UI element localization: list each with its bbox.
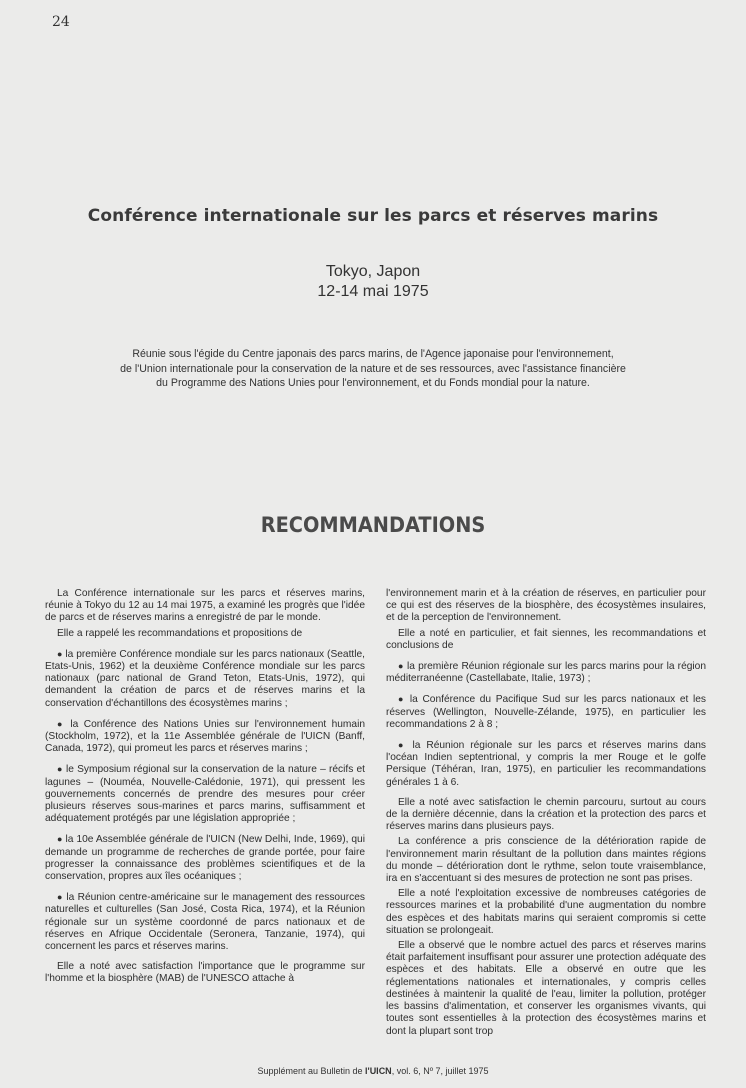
- bullet-icon: ●: [398, 740, 407, 751]
- paragraph-text: la première Conférence mondiale sur les parcs nationaux (Seattle, Etats-Unis, 1962) et la deuxième Conférence mondiale sur les parcs nationaux (parc national de Grand Teton, Etats-Unis, 1972), qui demandent la création de parcs et de réserves marins et la conservation d'échantillons des écosystèmes marins ;: [45, 648, 365, 709]
- paragraph: [386, 888, 706, 937]
- intro-line: de l'Union internationale pour la conservation de la nature et de ses ressources, avec l'assistance financière: [120, 362, 626, 375]
- paragraph: [386, 797, 706, 834]
- footer-org: l'UICN: [365, 1066, 392, 1076]
- paragraph-text: la Réunion régionale sur les parcs et réserves marins dans l'océan Indien septentrional, y compris la mer Rouge et le golfe Persique (Téhéran, Iran, 1975), en particulier les recommandations générales 1 à 6.: [386, 740, 706, 788]
- paragraph-text: Elle a noté l'exploitation excessive de nombreuses catégories de ressources marines et la probabilité d'une augmentation du nombre des espèces et des habitats marins qui seraient compromis si cette situation se prolongeait.: [386, 888, 706, 936]
- paragraph: [45, 628, 365, 640]
- bullet-icon: ●: [398, 661, 404, 672]
- footer-suffix: , vol. 6, Nº 7, juillet 1975: [391, 1066, 489, 1076]
- paragraph-text: Elle a noté avec satisfaction l'importance que le programme sur l'homme et la biosphère (MAB) de l'UNESCO attache à: [45, 961, 365, 985]
- intro-line: du Programme des Nations Unies pour l'environnement, et du Fonds mondial pour la nature.: [156, 377, 590, 389]
- paragraph-text: l'environnement marin et à la création de réserves, en particulier pour ce qui est des réserves de la biosphère, des écosystèmes insulaires, et de la perception de l'environnement.: [386, 588, 706, 624]
- bullet-item: [45, 891, 365, 953]
- bullet-icon: ●: [57, 648, 63, 659]
- sponsorship-intro: [100, 347, 646, 391]
- bullet-item: [45, 763, 365, 825]
- paragraph: [386, 628, 706, 652]
- bullet-item: [386, 739, 706, 789]
- document-title: Conférence internationale sur les parcs et réserves marins: [87, 206, 659, 226]
- section-heading: RECOMMANDATIONS: [260, 513, 486, 537]
- conference-location: Tokyo, Japon: [325, 263, 421, 280]
- bullet-icon: ●: [57, 834, 63, 845]
- bullet-item: [45, 718, 365, 756]
- paragraph-text: La conférence a pris conscience de la détérioration rapide de l'environnement marin résultant de la pollution dans maintes régions du monde – détérioration dont le rythme, selon toute vraisemblance, ira en s'accentuant si des mesures de protection ne sont pas prises.: [386, 836, 706, 885]
- conference-dates: 12-14 mai 1975: [317, 283, 429, 300]
- paragraph-text: la Conférence du Pacifique Sud sur les parcs nationaux et les réserves (Wellington, Nouvelle-Zélande, 1975), en particulier les recommandations 2 à 8 ;: [386, 694, 706, 730]
- page-number: 24: [52, 14, 70, 30]
- conference-location-block: [0, 262, 746, 302]
- paragraph-text: Elle a noté avec satisfaction le chemin parcouru, surtout au cours de la dernière décennie, dans la création et la protection des parcs et réserves marins dans plusieurs pays.: [386, 796, 706, 833]
- paragraph-text: Elle a observé que le nombre actuel des parcs et réserves marins était parfaitement insuffisant pour assurer une protection adéquate des espèces et des habitats. Elle a observé en outre que les réglementations nationales et internationales, y compris celles destinées à maintenir la qualité de l'eau, limiter la pollution, protéger les bassins d'alimentation, et conserver les organismes vivants, qui toutes sont essentielles à la protection des écosystèmes marins et dont la plupart sont trop: [386, 940, 706, 1037]
- paragraph-text: la 10e Assemblée générale de l'UICN (New Delhi, Inde, 1969), qui demande un programme de recherches de grande portée, pour faire progresser la connaissance des problèmes scientifiques et de la conservation, propres aux îles océaniques ;: [45, 834, 365, 883]
- bullet-icon: ●: [57, 892, 63, 903]
- continued-paragraph: [386, 588, 706, 625]
- paragraph-text: Elle a noté en particulier, et fait siennes, les recommandations et conclusions de: [386, 627, 706, 651]
- bullet-icon: ●: [398, 694, 406, 705]
- bullet-icon: ●: [57, 718, 66, 729]
- paragraph-text: La Conférence internationale sur les parcs et réserves marins, réunie à Tokyo du 12 au 14 mai 1975, a examiné les progrès que l'idée de parcs et de réserves marins a enregistré de par le monde.: [45, 588, 365, 624]
- paragraph-text: le Symposium régional sur la conservation de la nature – récifs et lagunes – (Nouméa, Nouvelle-Calédonie, 1971), qui pressent les gouvernements concernés de prendre des mesures pour créer plusieurs réserves sous-marines et parcs marins, suffisamment et adéquatement protégés par une législation appropriée ;: [45, 764, 365, 825]
- bullet-item: [386, 660, 706, 685]
- paragraph: [45, 588, 365, 625]
- right-column: [386, 588, 706, 1050]
- left-column: [45, 588, 365, 1050]
- footer-citation: [0, 1066, 746, 1077]
- bullet-item: [45, 648, 365, 710]
- paragraph-text: la Conférence des Nations Unies sur l'environnement humain (Stockholm, 1972), et la 11e Assemblée générale de l'UICN (Banff, Canada, 1972), qui promeut les parcs et réserves marins ;: [45, 718, 365, 755]
- bullet-icon: ●: [57, 764, 63, 775]
- bullet-item: [45, 833, 365, 883]
- paragraph: [386, 940, 706, 1038]
- paragraph-text: la Réunion centre-américaine sur le management des ressources naturelles et culturelles (San José, Costa Rica, 1974), et la Réunion régionale sur un système coordonné de parcs nationaux et de réserves en Afrique Occidentale (Seronera, Tanzanie, 1974), qui concernent les parcs et réserves marins.: [45, 892, 365, 953]
- paragraph: [45, 961, 365, 985]
- paragraph: [386, 836, 706, 885]
- footer-prefix: Supplément au Bulletin de: [257, 1066, 366, 1076]
- paragraph-text: Elle a rappelé les recommandations et propositions de: [57, 627, 303, 639]
- paragraph-text: la première Réunion régionale sur les parcs marins pour la région méditerranéenne (Castellabate, Italie, 1973) ;: [386, 661, 706, 685]
- bullet-item: [386, 693, 706, 731]
- intro-line: Réunie sous l'égide du Centre japonais des parcs marins, de l'Agence japonaise pour l'environnement,: [132, 348, 614, 360]
